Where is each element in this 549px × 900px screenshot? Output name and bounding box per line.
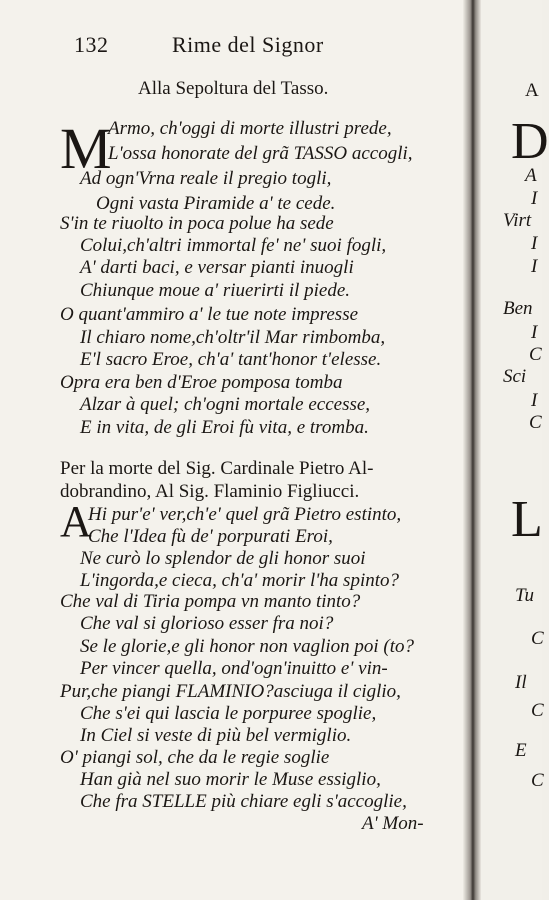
facing-fragment: Sci: [503, 366, 527, 387]
facing-fragment: I: [531, 233, 538, 254]
book-gutter: [463, 0, 481, 900]
poem1-line: Opra era ben d'Eroe pomposa tomba: [60, 372, 343, 393]
poem2-line: O' piangi sol, che da le regie soglie: [60, 747, 330, 768]
poem1-line: Ad ogn'Vrna reale il pregio togli,: [80, 168, 332, 189]
poem2-line: Che val di Tiria pompa vn manto tinto?: [60, 591, 361, 612]
poem2-line: Ne curò lo splendor de gli honor suoi: [80, 548, 366, 569]
poem2-initial: A: [60, 497, 92, 546]
poem2-line: Pur,che piangi FLAMINIO?asciuga il ciglio,: [60, 681, 401, 702]
poem1-line: Alzar à quel; ch'ogni mortale eccesse,: [80, 394, 371, 415]
poem1-line: Il chiaro nome,ch'oltr'il Mar rimbomba,: [80, 327, 386, 348]
poem1-line: O quant'ammiro a' le tue note impresse: [60, 304, 359, 325]
facing-fragment: C: [531, 628, 544, 649]
poem2-line: Han già nel suo morir le Muse essiglio,: [80, 769, 381, 790]
poem1-line: Ogni vasta Piramide a' te cede.: [96, 193, 336, 214]
poem1-title: Alla Sepoltura del Tasso.: [138, 78, 329, 99]
facing-fragment: Ben: [503, 298, 533, 319]
poem1-line: L'ossa honorate del grã TASSO accogli,: [108, 143, 413, 164]
running-title: Rime del Signor: [172, 32, 324, 57]
facing-fragment: Il: [515, 672, 527, 693]
poem1-line: S'in te riuolto in poca polue ha sede: [60, 213, 334, 234]
poem2-line: Se le glorie,e gli honor non vaglion poi (to?: [80, 636, 415, 657]
facing-fragment: C: [529, 412, 542, 433]
poem1-initial: M: [60, 116, 112, 181]
poem2-line: Che l'Idea fù de' porpurati Eroi,: [88, 526, 333, 547]
facing-fragment: E: [515, 740, 527, 761]
page-number: 132: [74, 32, 109, 57]
facing-fragment: Tu: [515, 585, 535, 606]
right-book-page-edge: [481, 0, 549, 900]
facing-fragment: L: [511, 491, 543, 548]
poem1-line: E'l sacro Eroe, ch'a' tant'honor t'elesse.: [80, 349, 382, 370]
facing-fragment: C: [531, 770, 544, 791]
facing-fragment: C: [531, 700, 544, 721]
facing-fragment: I: [531, 322, 538, 343]
poem1-line: E in vita, de gli Eroi fù vita, e tromba.: [80, 417, 369, 438]
facing-fragment: Virt: [503, 210, 532, 231]
poem2-line: Per vincer quella, ond'ogn'inuitto e' vin-: [80, 658, 388, 679]
poem2-line: In Ciel si veste di più bel vermiglio.: [80, 725, 352, 746]
poem2-title-line1: Per la morte del Sig. Cardinale Pietro Al-: [60, 458, 374, 479]
poem1-line: A' darti baci, e versar pianti inuogli: [80, 257, 354, 278]
poem1-line: Colui,ch'altri immortal fe' ne' suoi fogli,: [80, 235, 387, 256]
facing-fragment: D: [511, 113, 549, 170]
poem2-line: L'ingorda,e cieca, ch'a' morir l'ha spinto?: [80, 570, 400, 591]
poem1-line: Chiunque moue a' riuerirti il piede.: [80, 280, 351, 301]
poem2-line: Hi pur'e' ver,ch'e' quel grã Pietro estinto,: [88, 504, 402, 525]
facing-fragment: A: [525, 80, 539, 101]
poem2-line: Che fra STELLE più chiare egli s'accoglie,: [80, 791, 407, 812]
facing-fragment: I: [531, 256, 538, 277]
poem2-title-line2: dobrandino, Al Sig. Flaminio Figliucci.: [60, 481, 360, 502]
facing-fragment: C: [529, 344, 542, 365]
facing-fragment: I: [531, 188, 538, 209]
poem2-line: Che s'ei qui lascia le porpuree spoglie,: [80, 703, 377, 724]
catchword: A' Mon-: [362, 813, 424, 834]
facing-fragment: I: [531, 390, 538, 411]
poem1-line: Armo, ch'oggi di morte illustri prede,: [108, 118, 392, 139]
poem2-line: Che val si glorioso esser fra noi?: [80, 613, 334, 634]
facing-fragment: A: [525, 165, 537, 186]
